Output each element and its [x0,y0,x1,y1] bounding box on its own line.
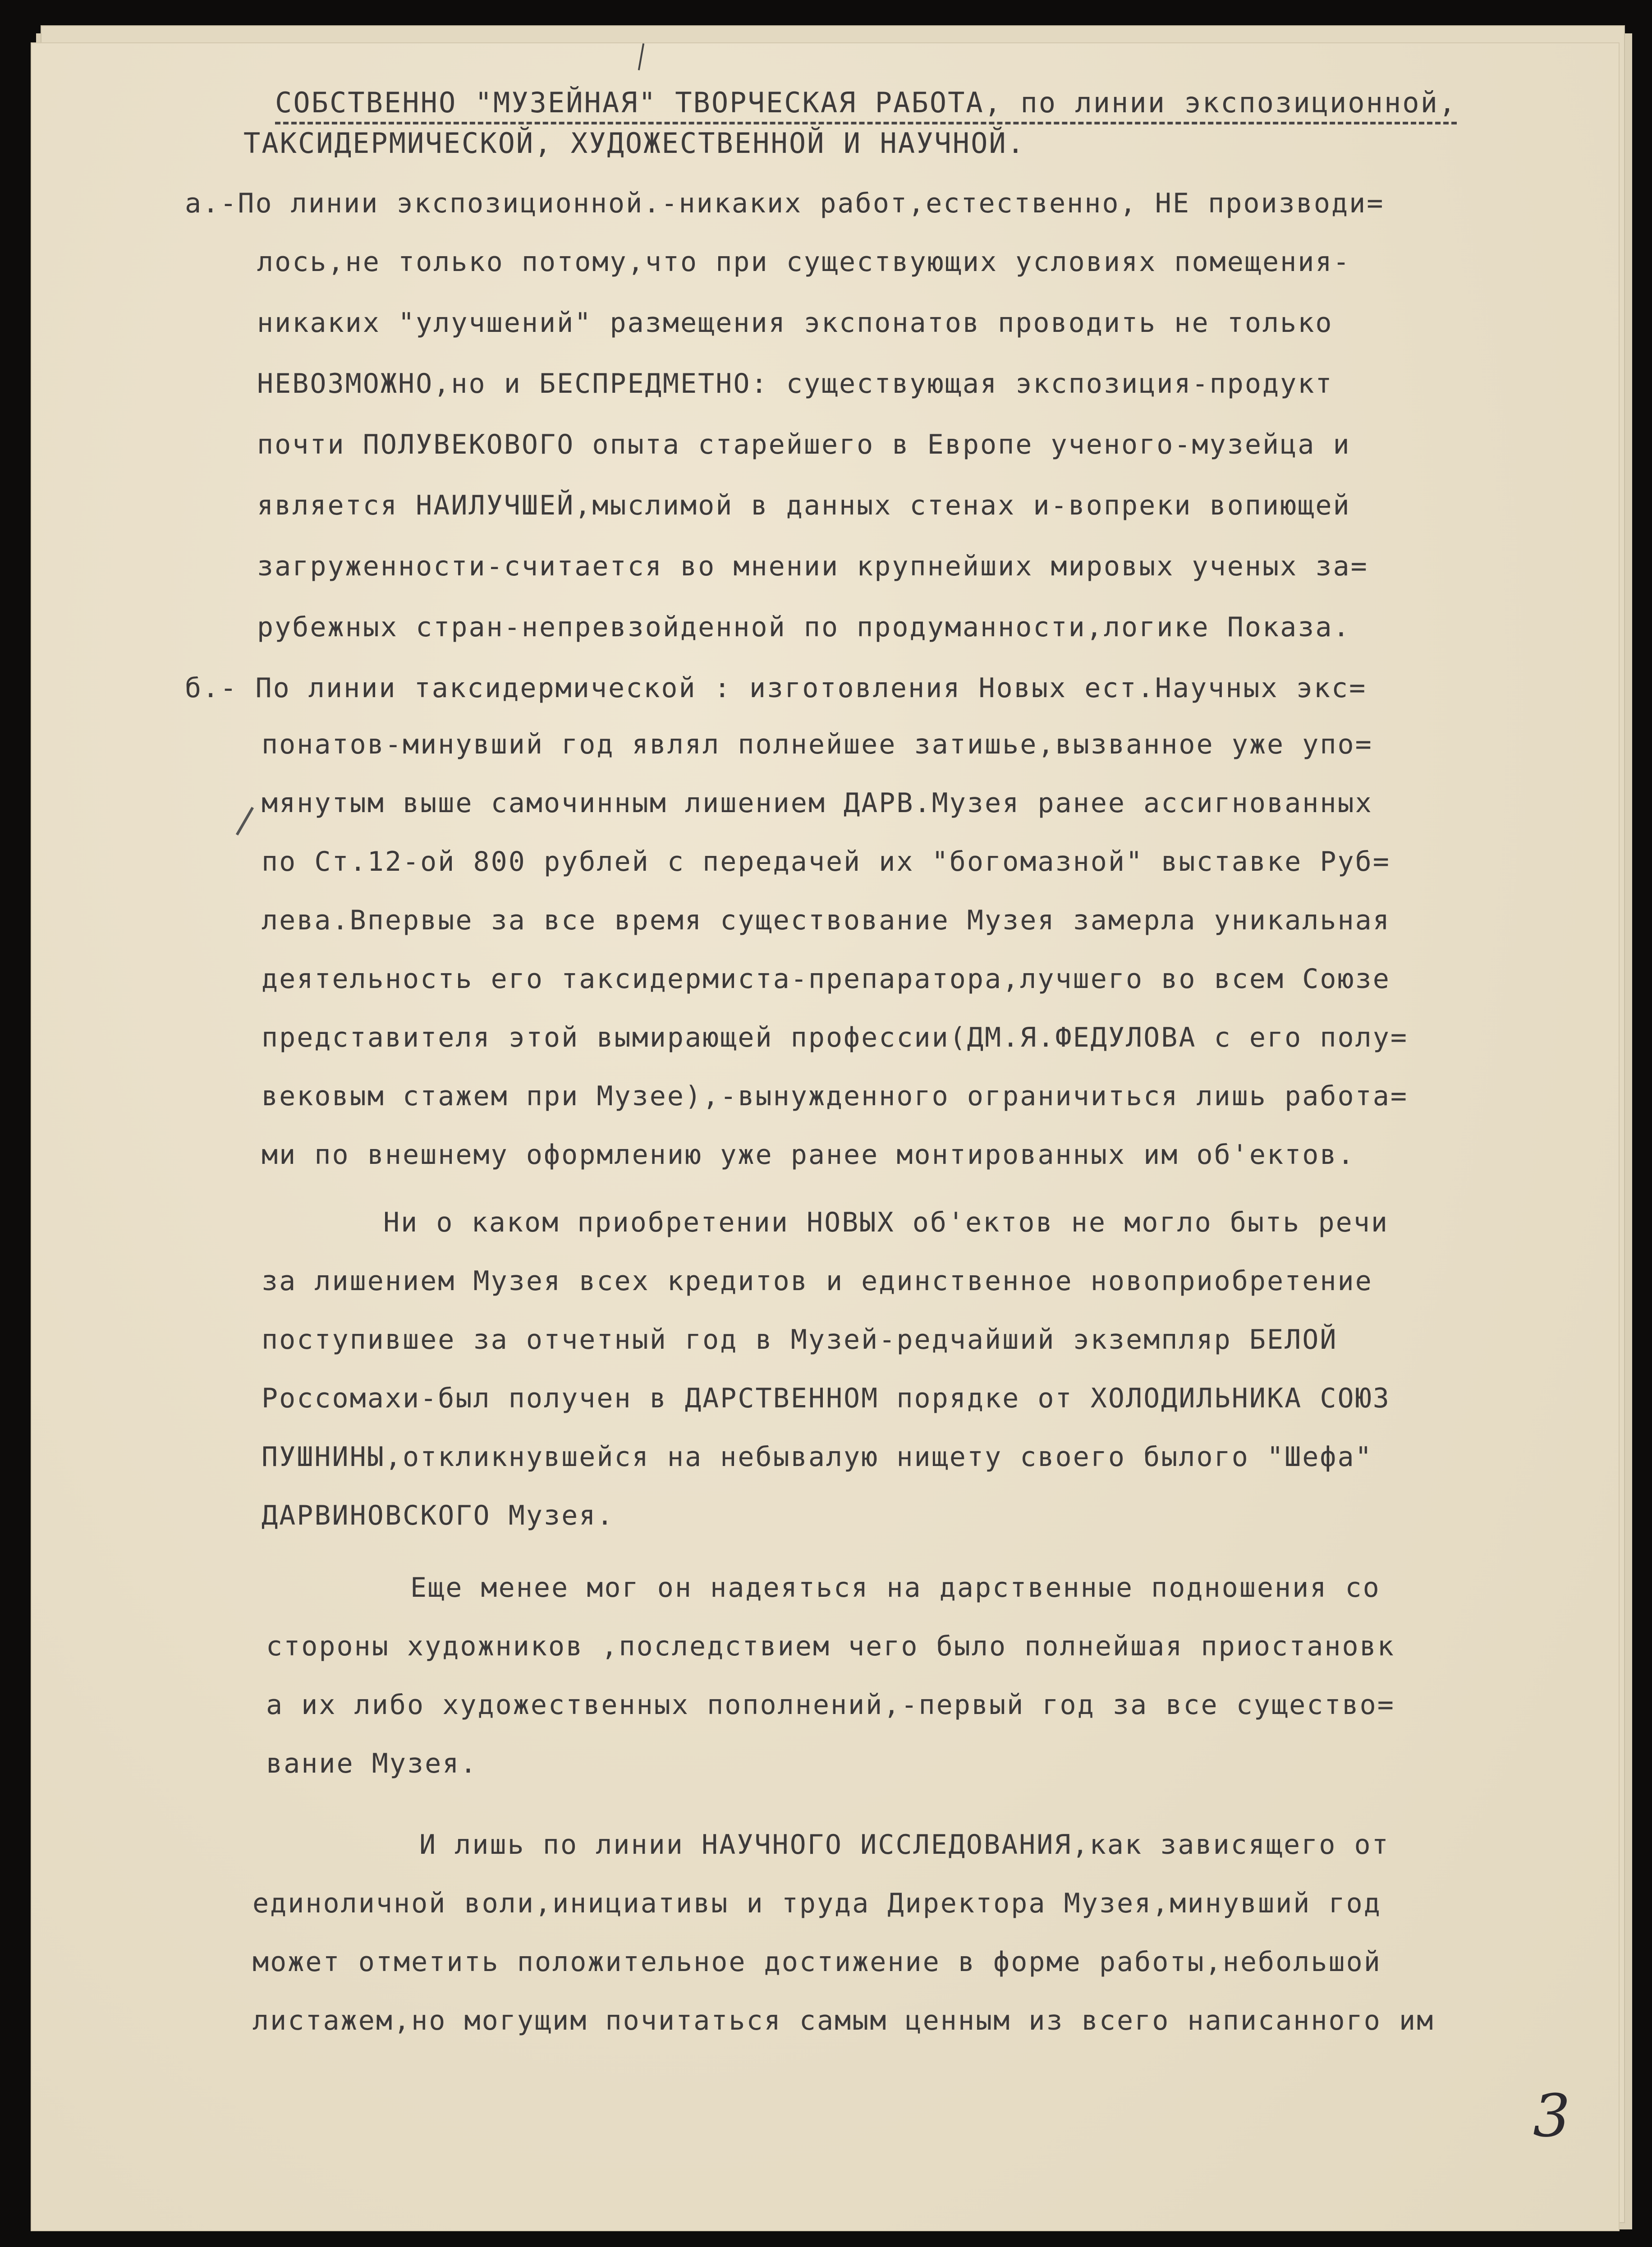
text-line: а.-По линии экспозиционной.-никаких работ,естественно, НЕ производи= [185,188,1385,219]
text-line: б.- По линии таксидермической : изготовления Новых ест.Научных экс= [185,672,1367,704]
text-line: загруженности-считается во мнении крупнейших мировых ученых за= [257,551,1368,582]
text-line: деятельность его таксидермиста-препаратора,лучшего во всем Союзе [262,963,1390,995]
text-line: может отметить положительное достижение в форме работы,небольшой [252,1946,1381,1978]
text-line: Ни о каком приобретении НОВЫХ об'ектов не могло быть речи [383,1207,1389,1238]
text-line: лева.Впервые за все время существование Музея замерла уникальная [262,905,1390,936]
text-line: НЕВОЗМОЖНО,но и БЕСПРЕДМЕТНО: существующая экспозиция-продукт [257,368,1333,400]
text-line: единоличной воли,инициативы и труда Директора Музея,минувший год [252,1888,1381,1919]
heading-line-2: ТАКСИДЕРМИЧЕСКОЙ, ХУДОЖЕСТВЕННОЙ И НАУЧНОЙ. [243,127,1026,160]
text-line: понатов-минувший год являл полнейшее затишье,вызванное уже упо= [262,729,1373,760]
text-line: Россомахи-был получен в ДАРСТВЕННОМ порядке от ХОЛОДИЛЬНИКА СОЮЗ [262,1383,1390,1414]
text-line: за лишением Музея всех кредитов и единственное новоприобретение [262,1265,1373,1297]
text-line: рубежных стран-непревзойденной по продуманности,логике Показа. [257,611,1351,643]
text-line: ми по внешнему оформлению уже ранее монтированных им об'ектов. [262,1139,1355,1171]
text-line: а их либо художественных пополнений,-первый год за все существо= [266,1689,1395,1721]
text-line: почти ПОЛУВЕКОВОГО опыта старейшего в Европе ученого-музейца и [257,429,1351,460]
heading-line-1: СОБСТВЕННО "МУЗЕЙНАЯ" ТВОРЧЕСКАЯ РАБОТА, по линии экспозиционной, [275,86,1457,119]
text-line: Еще менее мог он надеяться на дарственные подношения со [410,1572,1381,1604]
text-line: по Ст.12-ой 800 рублей с передачей их "богомазной" выставке Руб= [262,846,1390,878]
text-line: вание Музея. [266,1748,478,1779]
text-line: ДАРВИНОВСКОГО Музея. [262,1500,615,1531]
page-text [32,43,1619,2230]
typewritten-page [32,43,1619,2230]
text-line: мянутым выше самочинным лишением ДАРВ.Музея ранее ассигнованных [262,787,1373,819]
text-line: листажем,но могущим почитаться самым ценным из всего написанного им [252,2005,1435,2036]
text-line: никаких "улучшений" размещения экспонатов проводить не только [257,307,1333,339]
text-line: И лишь по линии НАУЧНОГО ИССЛЕДОВАНИЯ,как зависящего от [419,1829,1390,1861]
text-line: представителя этой вымирающей профессии(ДМ.Я.ФЕДУЛОВА с его полу= [262,1022,1408,1053]
text-line: поступившее за отчетный год в Музей-редчайший экземпляр БЕЛОЙ [262,1324,1338,1356]
text-line: ПУШНИНЫ,откликнувшейся на небывалую нищету своего былого "Шефа" [262,1441,1373,1473]
text-line: стороны художников ,последствием чего было полнейшая приостановк [266,1631,1395,1662]
text-line: является НАИЛУЧШЕЙ,мыслимой в данных стенах и-вопреки вопиющей [257,490,1351,521]
text-line: вековым стажем при Музее),-вынужденного ограничиться лишь работа= [262,1080,1408,1112]
text-line: лось,не только потому,что при существующих условиях помещения- [257,246,1351,278]
handwritten-page-number: 3 [1533,2082,1570,2150]
